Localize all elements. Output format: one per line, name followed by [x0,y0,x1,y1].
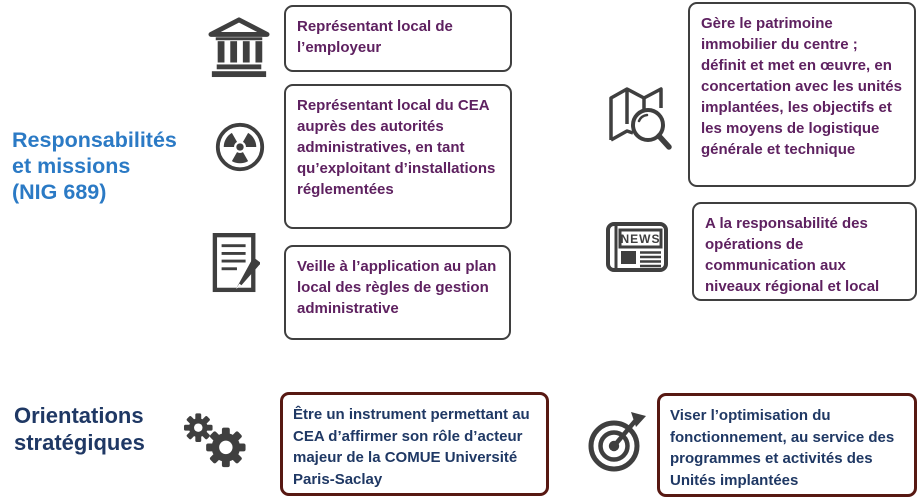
heading-line: stratégiques [14,430,145,455]
bank-icon [208,16,270,83]
heading-line: Responsabilités [12,128,177,152]
box-employer-representative: Représentant local de l’employeur [284,5,512,72]
document-pen-icon [212,232,260,299]
heading-responsibilities [12,127,177,205]
box-optimization: Viser l’optimisation du fonctionnement, au service des programmes et activités des Unités implantées [657,393,917,497]
news-icon [604,221,670,280]
box-comue-instrument: Être un instrument permettant au CEA d’affirmer son rôle d’acteur majeur de la COMUE Université Paris-Saclay [280,392,549,496]
target-icon [587,404,651,479]
gears-icon [181,407,251,477]
map-search-icon [606,80,672,157]
heading-orientations [14,402,145,456]
news-icon-label: NEWS [620,232,661,246]
radiation-icon [214,121,266,178]
box-cea-representative: Représentant local du CEA auprès des autorités administratives, en tant qu’exploitant d’installations réglementées [284,84,512,229]
heading-line: (NIG 689) [12,180,107,204]
heading-line: Orientations [14,403,144,428]
box-communication: A la responsabilité des opérations de communication aux niveaux régional et local [692,202,917,301]
box-real-estate-logistics: Gère le patrimoine immobilier du centre ; définit et met en œuvre, en concertation avec les unités implantées, les objectifs et les moyens de logistique générale et technique [688,2,916,187]
box-administrative-rules: Veille à l’application au plan local des règles de gestion administrative [284,245,511,340]
heading-line: et missions [12,154,131,178]
